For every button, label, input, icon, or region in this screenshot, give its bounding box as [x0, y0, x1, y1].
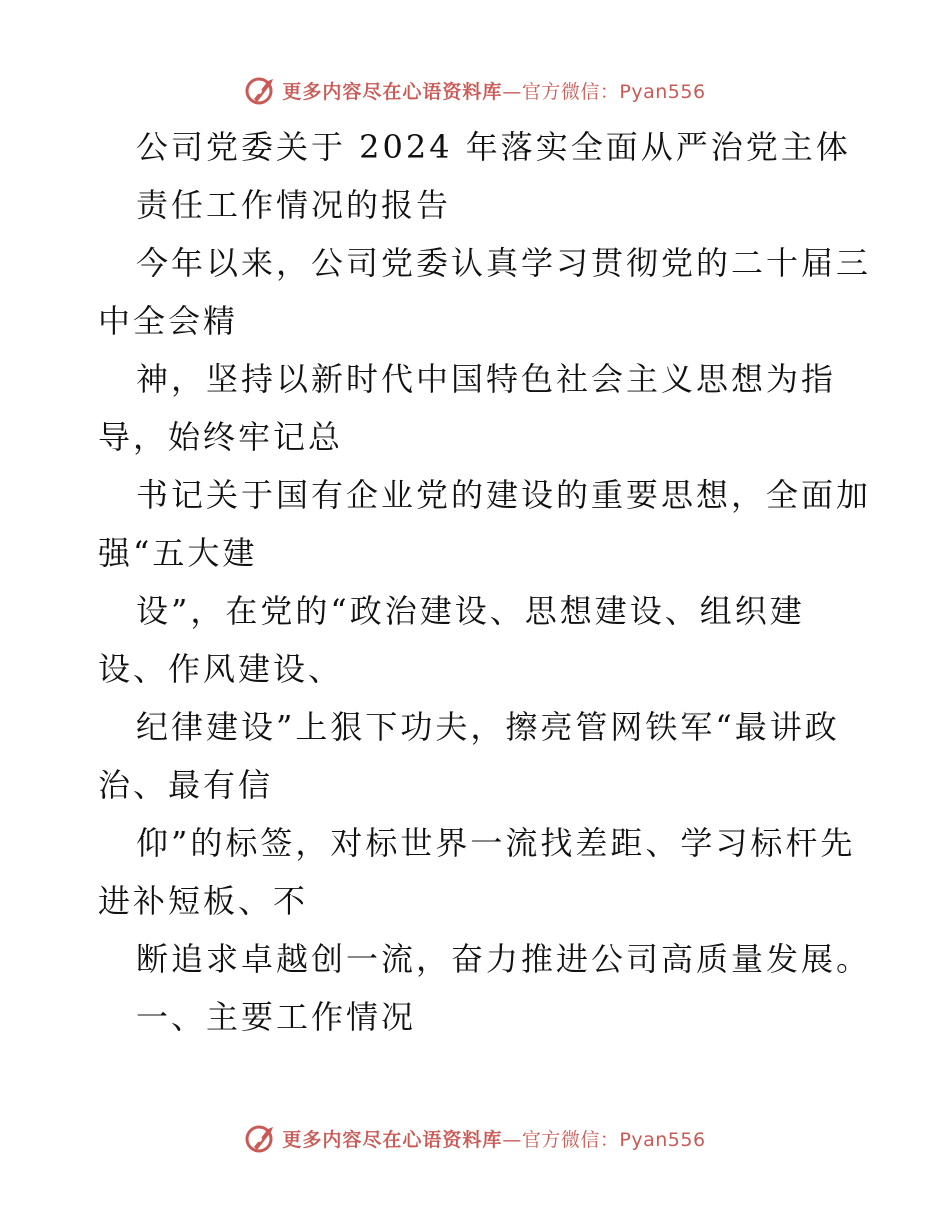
paragraph-line: 进补短板、不: [98, 882, 309, 920]
watermark-title: 更多内容尽在心语资料库: [282, 1128, 503, 1151]
footer-watermark: [0, 1118, 950, 1158]
paragraph-line: 断追求卓越创一流，奋力推进公司高质量发展。: [136, 940, 872, 978]
watermark-contact: —官方微信：Pyan556: [502, 1128, 706, 1151]
pen-nib-logo-icon: [244, 1121, 278, 1155]
paragraph-line: 中全会精: [98, 302, 239, 340]
paragraph-line: 神，坚持以新时代中国特色社会主义思想为指: [136, 360, 837, 398]
paragraph-line: 治、最有信: [98, 766, 274, 804]
header-watermark: [0, 70, 950, 110]
paragraph-line: 纪律建设”上狠下功夫，擦亮管网铁军“最讲政: [136, 708, 840, 746]
watermark-contact: —官方微信：Pyan556: [502, 80, 706, 103]
paragraph-line: 今年以来，公司党委认真学习贯彻党的二十届三: [136, 244, 872, 282]
paragraph-line: 书记关于国有企业党的建设的重要思想，全面加: [136, 476, 872, 514]
paragraph-line: 强“五大建: [98, 534, 258, 572]
pen-nib-logo-icon: [244, 73, 278, 107]
doc-title-line-1: 公司党委关于 2024 年落实全面从严治党主体: [136, 128, 851, 166]
doc-title-line-2: 责任工作情况的报告: [136, 186, 452, 224]
paragraph-line: 导，始终牢记总: [98, 418, 344, 456]
paragraph-line: 设、作风建设、: [98, 650, 344, 688]
paragraph-line: 设”，在党的“政治建设、思想建设、组织建: [136, 592, 805, 630]
paragraph-line: 仰”的标签，对标世界一流找差距、学习标杆先: [136, 824, 856, 862]
watermark-title: 更多内容尽在心语资料库: [282, 80, 503, 103]
section-heading: 一、主要工作情况: [136, 998, 417, 1036]
